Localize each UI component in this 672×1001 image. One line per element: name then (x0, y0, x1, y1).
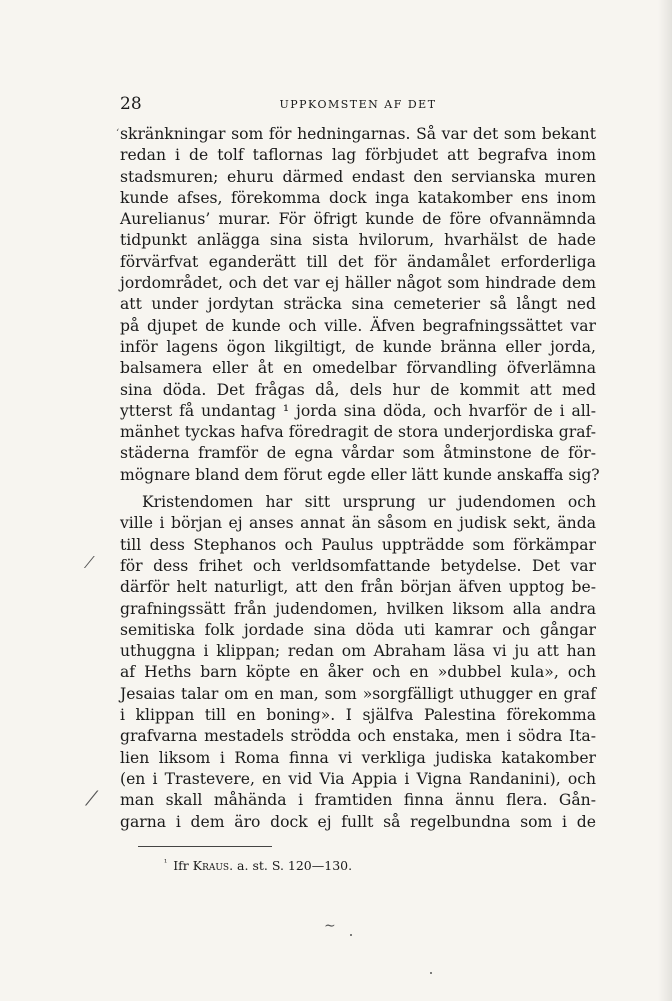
text-line: garna i dem äro dock ej fullt så regelbundna som i de (120, 812, 596, 831)
text-line: därför helt naturligt, att den från början äfven upptog be- (120, 578, 596, 597)
text-line: mögnare bland dem förut egde eller lätt kunde anskaffa sig? (120, 465, 600, 484)
text-line: af Heths barn köpte en åker och en »dubbel kula», och (120, 663, 596, 682)
text-line: balsamera eller åt en omedelbar förvandling öfverlämna (120, 359, 596, 378)
footnote-author: Kraus (192, 858, 230, 874)
text-line: jordområdet, och det var ej häller något som hindrade dem (120, 274, 596, 293)
text-line: på djupet de kunde och ville. Äfven begrafningssättet var (120, 316, 596, 335)
text-line: lien liksom i Roma finna vi verkliga judiska katakomber (120, 748, 596, 767)
text-line: Kristendomen har sitt ursprung ur judendomen och (142, 493, 596, 512)
footnote-prefix: Ifr (173, 858, 193, 874)
footnote (164, 858, 352, 873)
footnote-marker: ¹ (164, 858, 168, 867)
page-edge-shadow (658, 0, 672, 1001)
text-line: att under jordytan sträcka sina cemeterier så långt ned (120, 295, 596, 314)
paragraph-2 (120, 492, 596, 833)
footnote-rule (138, 846, 272, 847)
text-line: ville i början ej anses annat än såsom en judisk sekt, ända (120, 514, 596, 533)
text-line: redan i de tolf taflornas lag förbjudet att begrafva inom (120, 146, 596, 165)
text-line: man skall måhända i framtiden finna ännu flera. Gån- (120, 791, 596, 810)
text-line: uthuggna i klippan; redan om Abraham läsa vi ju att han (120, 642, 596, 661)
body-text (120, 124, 600, 833)
pencil-mark-icon: ‘ (116, 128, 120, 139)
text-line: (en i Trastevere, en vid Via Appia i Vigna Randanini), och (120, 769, 596, 788)
text-line: förvärfvat eganderätt till det för ändamålet erforderliga (120, 252, 596, 271)
text-line: inför lagens ögon likgiltigt, de kunde bränna eller jorda, (120, 337, 596, 356)
footnote-reference: . a. st. S. 120—130. (229, 858, 353, 874)
text-line: ytterst få undantag ¹ jorda sina döda, och hvarför de i all- (120, 401, 596, 420)
pencil-mark-icon: ⁄ (90, 786, 94, 810)
text-line: sina döda. Det frågas då, dels hur de kommit att med (120, 380, 596, 399)
page-header (120, 94, 596, 116)
text-line: Aurelianus’ murar. För öfrigt kunde de före ofvannämnda (120, 210, 596, 229)
speck (430, 972, 432, 974)
speck (350, 934, 352, 936)
text-line: för dess frihet och verldsomfattande betydelse. Det var (120, 556, 596, 575)
text-line: semitiska folk jordade sina döda uti kamrar och gångar (120, 620, 596, 639)
text-line: Jesaias talar om en man, som »sorgfälligt uthugger en graf (120, 684, 596, 703)
text-line: stadsmuren; ehuru därmed endast den servianska muren (120, 167, 596, 186)
text-line: skränkningar som för hedningarnas. Så var det som bekant (120, 125, 596, 143)
text-line: kunde afses, förekomma dock inga katakomber ens inom (120, 188, 596, 207)
text-line: grafvarna mestadels strödda och enstaka, men i södra Ita- (120, 727, 596, 746)
text-line: mänhet tyckas hafva föredragit de stora underjordiska graf- (120, 423, 596, 442)
text-line: grafningssätt från judendomen, hvilken liksom alla andra (120, 599, 596, 618)
text-line: städerna framför de egna vårdar som åtminstone de för- (120, 444, 596, 463)
pencil-mark-icon: ⁄ (88, 553, 91, 572)
text-line: till dess Stephanos och Paulus uppträdde som förkämpar (120, 535, 596, 554)
page-number: 28 (120, 94, 142, 114)
pencil-mark-icon: ∼ (324, 918, 336, 934)
text-line: i klippan till en boning». I själfva Palestina förekomma (120, 706, 596, 725)
text-line: tidpunkt anlägga sina sista hvilorum, hvarhälst de hade (120, 231, 596, 250)
paragraph-1 (120, 124, 600, 486)
running-title: UPPKOMSTEN AF DET (279, 98, 437, 111)
